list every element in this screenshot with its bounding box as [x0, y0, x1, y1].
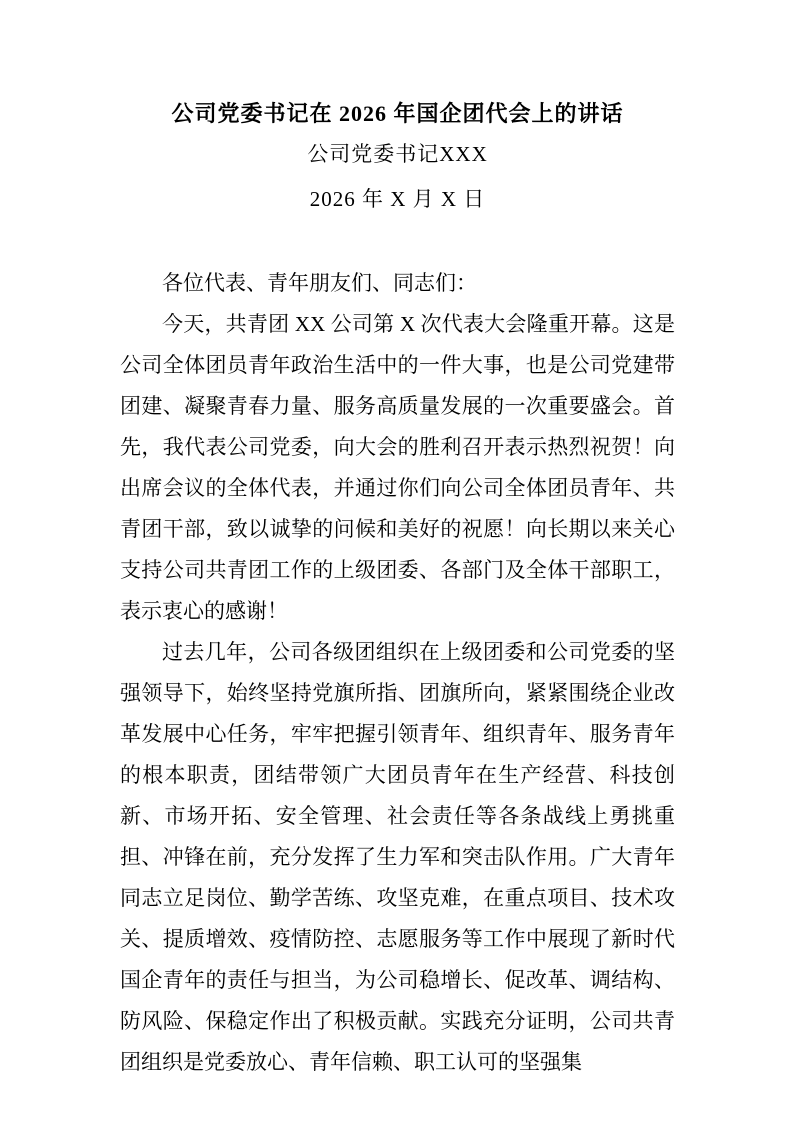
- body-paragraph: 今天，共青团 XX 公司第 X 次代表大会隆重开幕。这是公司全体团员青年政治生活中的一件大事，也是公司党建带团建、凝聚青春力量、服务高质量发展的一次重要盛会。首先，我代表公司党委，向大会的胜利召开表示热烈祝贺！向出席会议的全体代表，并通过你们向公司全体团员青年、共青团干部，致以诚挚的问候和美好的祝愿！向长期以来关心支持公司共青团工作的上级团委、各部门及全体干部职工，表示衷心的感谢！: [120, 312, 675, 623]
- document-date: 2026 年 X 月 X 日: [309, 187, 486, 211]
- salutation-paragraph: 各位代表、青年朋友们、同志们：: [162, 271, 477, 295]
- body-paragraph: 过去几年，公司各级团组织在上级团委和公司党委的坚强领导下，始终坚持党旗所指、团旗所向，紧紧围绕企业改革发展中心任务，牢牢把握引领青年、组织青年、服务青年的根本职责，团结带领广大团员青年在生产经营、科技创新、市场开拓、安全管理、社会责任等各条战线上勇挑重担、冲锋在前，充分发挥了生力军和突击队作用。广大青年同志立足岗位、勤学苦练、攻坚克难，在重点项目、技术攻关、提质增效、疫情防控、志愿服务等工作中展现了新时代国企青年的责任与担当，为公司稳增长、促改革、调结构、防风险、保稳定作出了积极贡献。实践充分证明，公司共青团组织是党委放心、青年信赖、职工认可的坚强集: [120, 640, 675, 1074]
- document-title: 公司党委书记在 2026 年国企团代会上的讲话: [171, 101, 624, 126]
- document-body: [120, 263, 675, 1083]
- document-author: 公司党委书记XXX: [307, 142, 488, 166]
